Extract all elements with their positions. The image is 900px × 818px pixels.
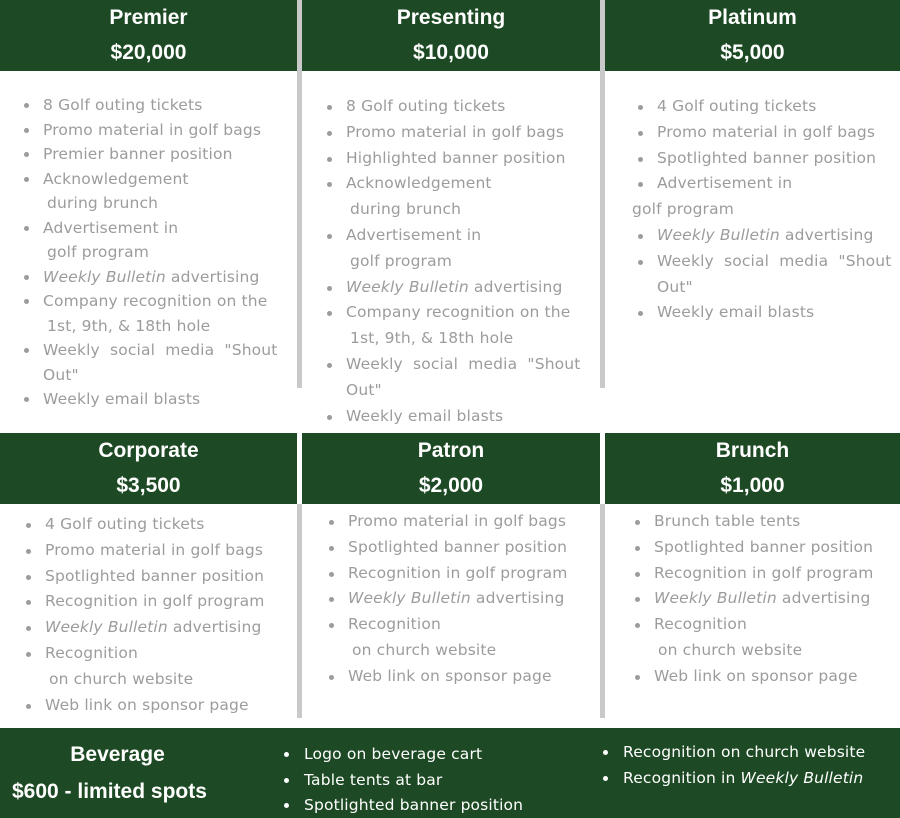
benefit-list — [633, 509, 900, 690]
benefit-item: Advertisement in golf program — [636, 171, 900, 223]
tier-price: $1,000 — [720, 474, 785, 497]
benefit-list — [632, 94, 900, 326]
tier-header — [0, 0, 297, 71]
benefit-item: Weekly social media "Shout Out" — [22, 338, 297, 387]
tier-name: Presenting — [396, 6, 506, 29]
benefit-item: Advertisement in golf program — [22, 216, 297, 265]
tier-header — [302, 433, 600, 504]
benefit-item: 8 Golf outing tickets — [325, 94, 600, 120]
benefit-list — [282, 742, 523, 818]
tier-price: $3,500 — [116, 474, 181, 497]
tier-price: $10,000 — [413, 41, 489, 64]
benefit-item: Weekly Bulletin advertising — [22, 265, 297, 290]
benefit-item: Weekly social media "Shout Out" — [325, 352, 600, 404]
benefit-item: Weekly email blasts — [22, 387, 297, 412]
tier-header — [605, 433, 900, 504]
benefit-list — [327, 509, 600, 690]
benefit-item: Weekly Bulletin advertising — [325, 275, 600, 301]
tier-price: $20,000 — [110, 41, 187, 64]
benefit-item: Weekly email blasts — [325, 404, 600, 430]
benefit-item: Weekly Bulletin advertising — [24, 615, 297, 641]
benefit-list — [24, 512, 297, 718]
benefit-item: Promo material in golf bags — [327, 509, 600, 535]
benefit-item: Web link on sponsor page — [24, 693, 297, 719]
benefit-item: Recognition in golf program — [633, 561, 900, 587]
tier-name: Beverage — [70, 743, 165, 766]
benefit-item: Logo on beverage cart — [282, 742, 523, 768]
benefit-item: Spotlighted banner position — [327, 535, 600, 561]
benefit-item: Recognition in golf program — [327, 561, 600, 587]
tier-name: Brunch — [715, 439, 790, 462]
benefit-item: Spotlighted banner position — [633, 535, 900, 561]
benefit-item: Recognition on church website — [601, 740, 865, 766]
benefit-item: Recognition in golf program — [24, 589, 297, 615]
benefit-item: Recognition on church website — [327, 612, 600, 664]
benefit-item: Weekly Bulletin advertising — [633, 586, 900, 612]
benefit-item: 8 Golf outing tickets — [22, 93, 297, 118]
benefit-item: Spotlighted banner position — [282, 793, 523, 818]
tier-name: Patron — [417, 439, 485, 462]
benefit-item: Spotlighted banner position — [24, 564, 297, 590]
tier-name: Platinum — [708, 6, 797, 29]
benefit-item: Weekly email blasts — [636, 300, 900, 326]
tier-brunch — [605, 433, 900, 728]
tier-price: $600 - limited spots — [12, 780, 207, 803]
tier-name: Premier — [109, 6, 188, 29]
benefit-item: Table tents at bar — [282, 768, 523, 794]
benefit-item: Acknowledgement during brunch — [22, 167, 297, 216]
benefit-item: Weekly Bulletin advertising — [636, 223, 900, 249]
benefit-list — [325, 94, 600, 429]
benefit-list — [601, 740, 865, 791]
benefit-item: Promo material in golf bags — [325, 120, 600, 146]
tier-price: $5,000 — [720, 41, 785, 64]
benefit-item: Weekly social media "Shout Out" — [636, 249, 900, 301]
benefit-item: Recognition in Weekly Bulletin — [601, 766, 865, 792]
benefit-item: Web link on sponsor page — [633, 664, 900, 690]
benefit-item: 4 Golf outing tickets — [24, 512, 297, 538]
benefit-item: Spotlighted banner position — [636, 146, 900, 172]
tier-patron — [302, 433, 600, 728]
benefit-item: Recognition on church website — [24, 641, 297, 693]
tier-header — [302, 0, 600, 71]
tier-presenting — [302, 0, 600, 432]
benefit-item: Promo material in golf bags — [636, 120, 900, 146]
benefit-item: Brunch table tents — [633, 509, 900, 535]
benefit-item: Acknowledgement during brunch — [325, 171, 600, 223]
benefit-item: Web link on sponsor page — [327, 664, 600, 690]
benefit-item: 4 Golf outing tickets — [636, 94, 900, 120]
benefit-item: Highlighted banner position — [325, 146, 600, 172]
benefit-item: Company recognition on the 1st, 9th, & 18th hole — [22, 289, 297, 338]
benefit-item: Premier banner position — [22, 142, 297, 167]
benefit-list — [22, 93, 297, 412]
tier-corporate — [0, 433, 297, 728]
tier-header — [0, 433, 297, 504]
tier-premier — [0, 0, 297, 432]
benefit-item: Company recognition on the 1st, 9th, & 18th hole — [325, 300, 600, 352]
tier-price: $2,000 — [418, 474, 484, 497]
benefit-item: Promo material in golf bags — [24, 538, 297, 564]
benefit-item: Promo material in golf bags — [22, 118, 297, 143]
tier-platinum — [605, 0, 900, 432]
tier-beverage — [0, 728, 900, 818]
benefit-item: Advertisement in golf program — [325, 223, 600, 275]
tier-name: Corporate — [98, 439, 199, 462]
benefit-item: Recognition on church website — [633, 612, 900, 664]
tier-header — [605, 0, 900, 71]
benefit-item: Weekly Bulletin advertising — [327, 586, 600, 612]
